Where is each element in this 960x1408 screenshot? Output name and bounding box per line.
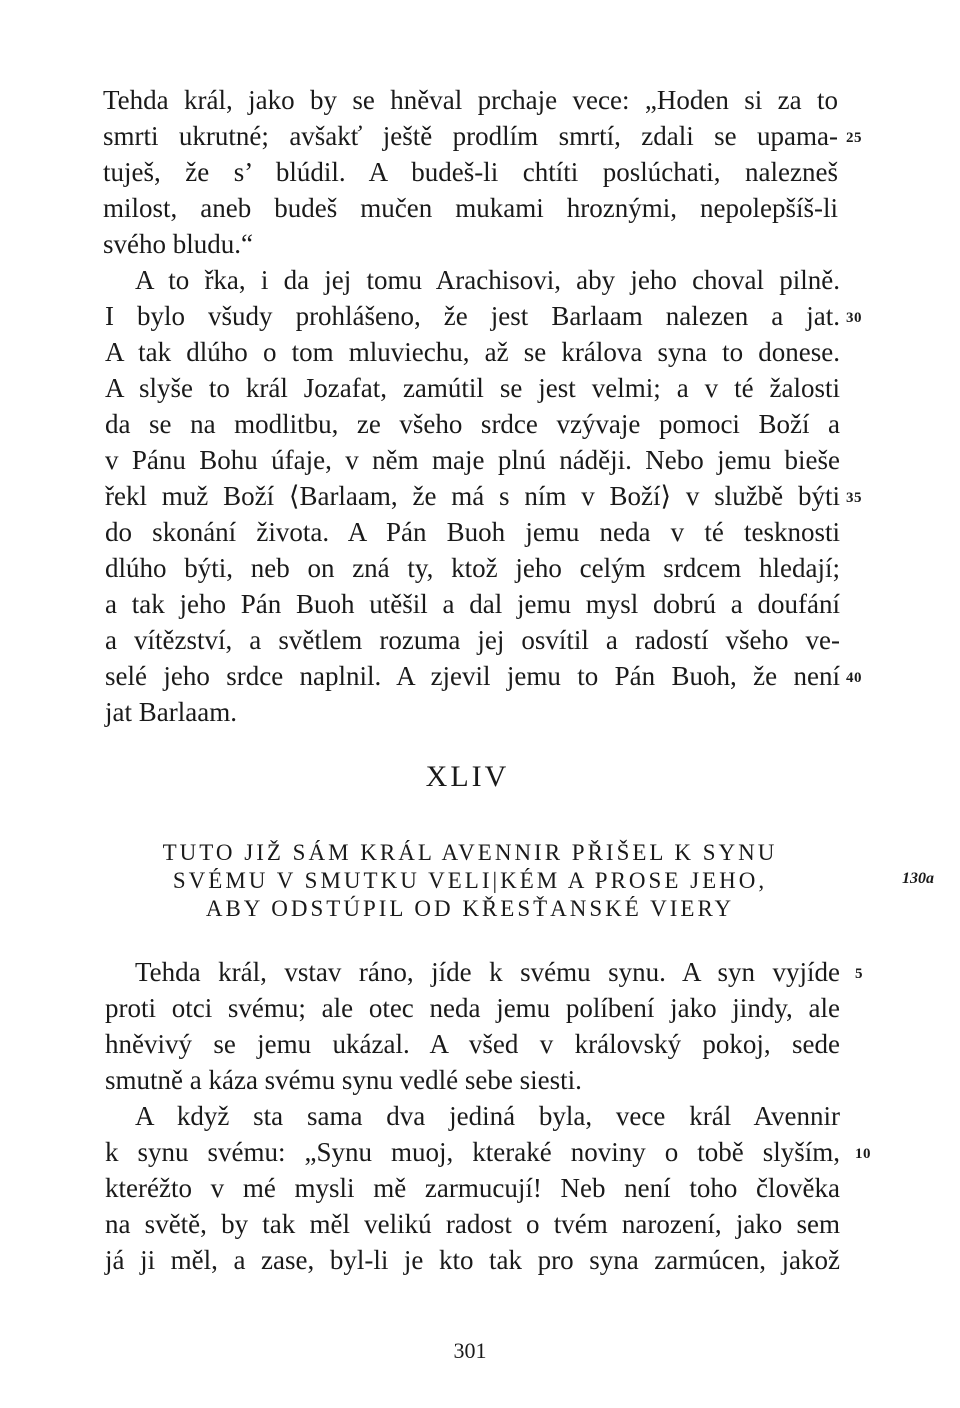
text-line: a tak jeho Pán Buoh utěšil a dal jemu mysl dobrú a doufání (105, 589, 840, 619)
text-line: Tehda král, jako by se hněval prchaje vece: „Hoden si za to (103, 85, 838, 115)
text-line: kteréžto v mé mysli mě zarmucují! Neb není toho člověka (105, 1173, 840, 1203)
chapter-number: XLIV (425, 760, 510, 793)
line-number: 5 (855, 966, 863, 982)
text-line: proti otci svému; ale otec neda jemu políbení jako jindy, ale (105, 993, 840, 1023)
chapter-heading-line: TUTO JIŽ SÁM KRÁL AVENNIR PŘIŠEL K SYNU (162, 840, 778, 865)
text-line: milost, aneb budeš mučen mukami hroznými, nepolepšíš-li (103, 193, 838, 223)
text-line: A tak dlúho o tom mluviechu, až se králova syna to donese. (105, 337, 840, 367)
text-line: smrti ukrutné; avšakť ještě prodlím smrtí, zdali se upama- (103, 121, 838, 151)
text-line: do skonání života. A Pán Buoh jemu neda v té tesknosti (105, 517, 840, 547)
text-line: jat Barlaam. (105, 697, 237, 727)
text-line: já ji měl, a zase, byl-li je kto tak pro syna zarmúcen, jakož (105, 1245, 840, 1275)
line-number: 30 (846, 310, 862, 326)
text-line: I bylo všudy prohlášeno, že jest Barlaam nalezen a jat. (105, 301, 840, 331)
text-line: A to řka, i da jej tomu Arachisovi, aby jeho choval pilně. (135, 265, 840, 295)
chapter-heading-line: ABY ODSTÚPIL OD KŘESŤANSKÉ VIERY (205, 896, 735, 921)
line-number: 35 (846, 490, 862, 506)
text-line: A slyše to král Jozafat, zamútil se jest velmi; a v té žalosti (105, 373, 840, 403)
chapter-heading-line: SVÉMU V SMUTKU VELI|KÉM A PROSE JEHO, (172, 868, 768, 893)
text-line: v Pánu Bohu úfaje, v něm maje plnú náději. Nebo jemu bieše (105, 445, 840, 475)
text-line: tuješ, že s’ blúdil. A budeš-li chtíti poslúchati, nalezneš (103, 157, 838, 187)
folio-marker: 130a (902, 870, 934, 887)
text-line: dlúho býti, neb on zná ty, ktož jeho celým srdcem hledají; (105, 553, 840, 583)
text-line: Tehda král, vstav ráno, jíde k svému synu. A syn vyjíde (135, 957, 840, 987)
text-line: svého bludu.“ (103, 229, 253, 259)
page-number: 301 (453, 1338, 487, 1363)
text-line: A když sta sama dva jediná byla, vece král Avennir (135, 1101, 840, 1131)
line-number: 40 (846, 670, 862, 686)
text-line: a vítězství, a světlem rozuma jej osvítil a radostí všeho ve- (105, 625, 840, 655)
line-number: 25 (846, 130, 862, 146)
text-line: hněvivý se jemu ukázal. A všed v královský pokoj, sede (105, 1029, 840, 1059)
line-number: 10 (855, 1146, 871, 1162)
text-line: řekl muž Boží ⟨Barlaam, že má s ním v Boží⟩ v službě býti (105, 481, 840, 511)
text-line: smutně a káza svému synu vedlé sebe siesti. (105, 1065, 582, 1095)
text-line: da se na modlitbu, ze všeho srdce vzývaje pomoci Boží a (105, 409, 840, 439)
text-line: k synu svému: „Synu muoj, kteraké noviny o tobě slyším, (105, 1137, 840, 1167)
text-line: selé jeho srdce naplnil. A zjevil jemu to Pán Buoh, že není (105, 661, 840, 691)
text-line: na světě, by tak měl velikú radost o tvém narození, jako sem (105, 1209, 840, 1239)
